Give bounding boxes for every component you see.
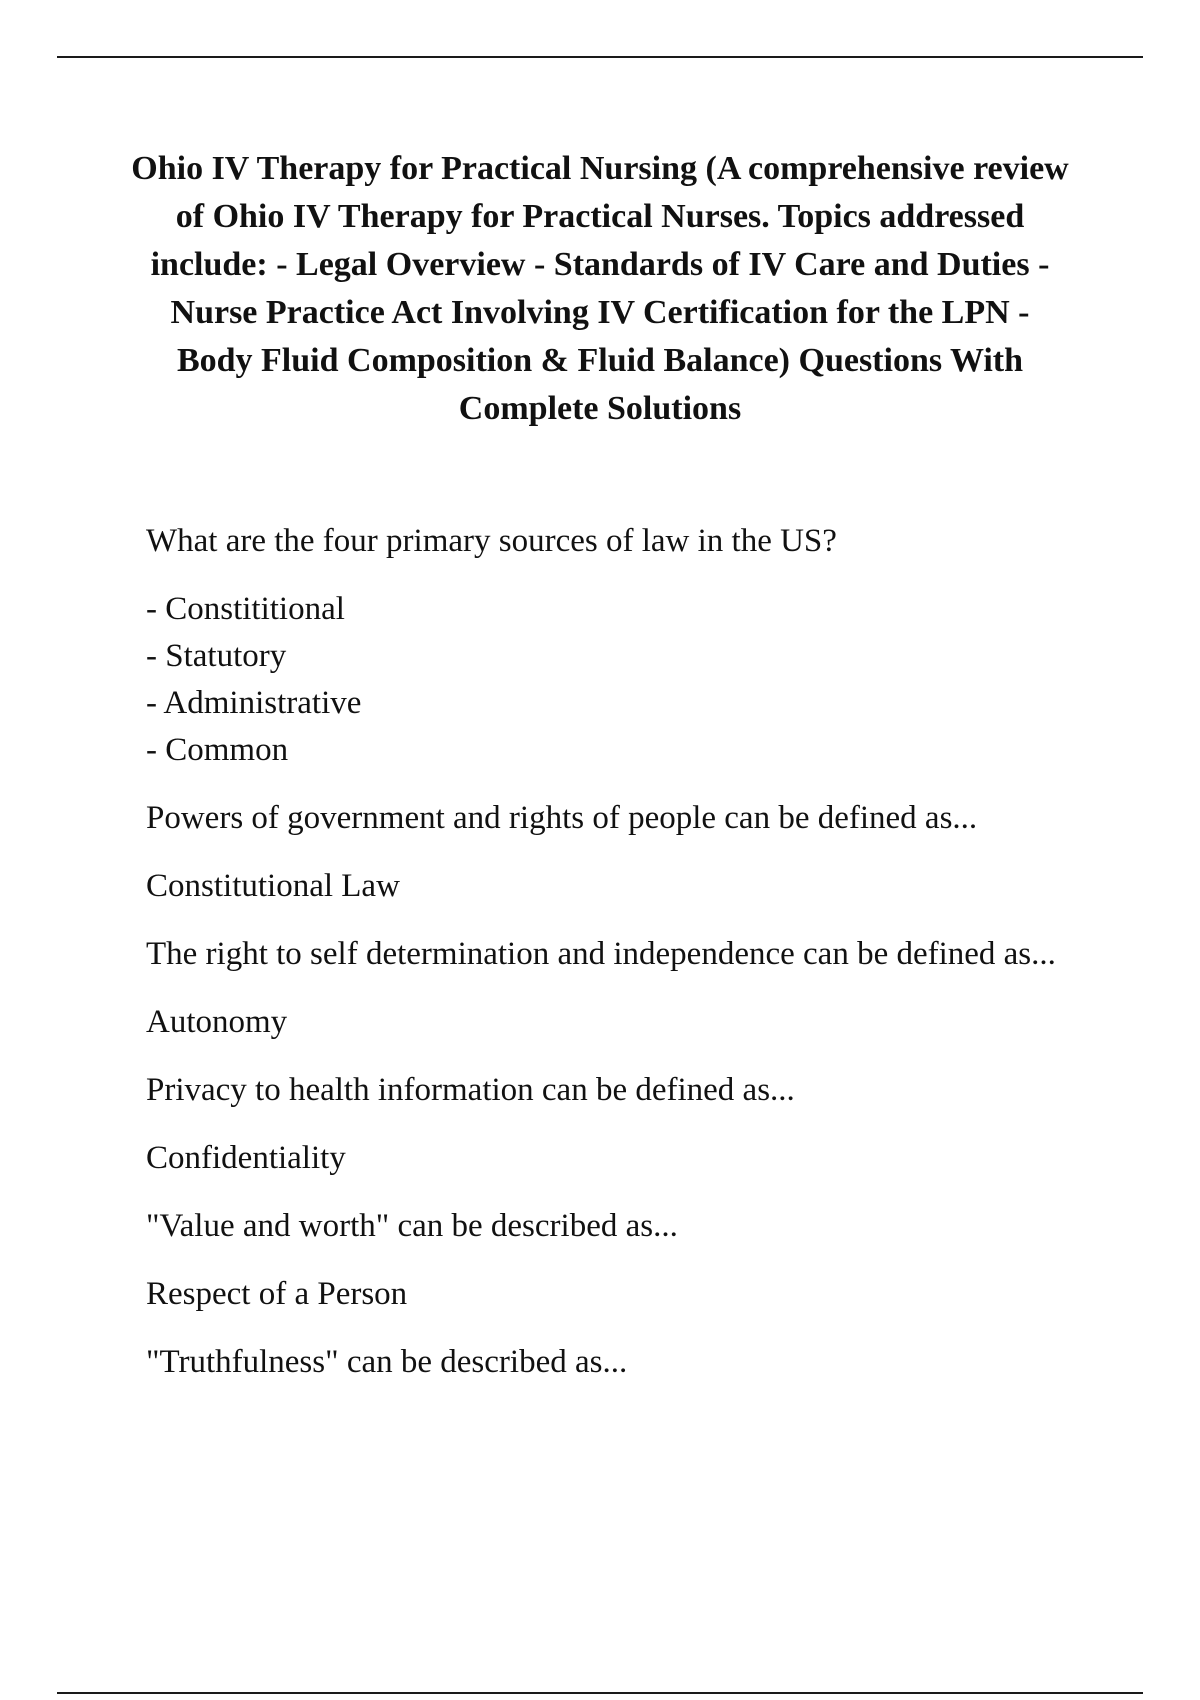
- answer-list-item: - Common: [146, 732, 289, 768]
- qa-content: [146, 518, 1096, 1407]
- document-title: Ohio IV Therapy for Practical Nursing (A comprehensive review of Ohio IV Therapy for Practical Nurses. Topics addressed include: - Legal Overview - Standards of IV Care and Duties - Nurse Practice Act Involving IV Certification for the LPN - Body Fluid Composition & Fluid Balance) Questions With Complete Solutions: [131, 150, 1069, 427]
- answer-text: Respect of a Person: [146, 1276, 408, 1312]
- question-text: What are the four primary sources of law in the US?: [146, 523, 837, 559]
- answer-list-item: - Constititional: [146, 591, 345, 627]
- question-text: Privacy to health information can be defined as...: [146, 1072, 795, 1108]
- answer-list-item: - Administrative: [146, 685, 362, 721]
- top-rule: [57, 56, 1143, 58]
- question-text: "Value and worth" can be described as...: [146, 1208, 678, 1244]
- bottom-rule: [57, 1692, 1143, 1694]
- answer-text: Autonomy: [146, 1004, 288, 1040]
- answer-text: Confidentiality: [146, 1140, 346, 1176]
- answer-list-item: - Statutory: [146, 638, 287, 674]
- answer-list: [146, 586, 1096, 774]
- question-text: The right to self determination and independence can be defined as...: [146, 936, 1056, 972]
- answer-text: Constitutional Law: [146, 868, 400, 904]
- question-text: "Truthfulness" can be described as...: [146, 1344, 628, 1380]
- question-text: Powers of government and rights of people can be defined as...: [146, 800, 978, 836]
